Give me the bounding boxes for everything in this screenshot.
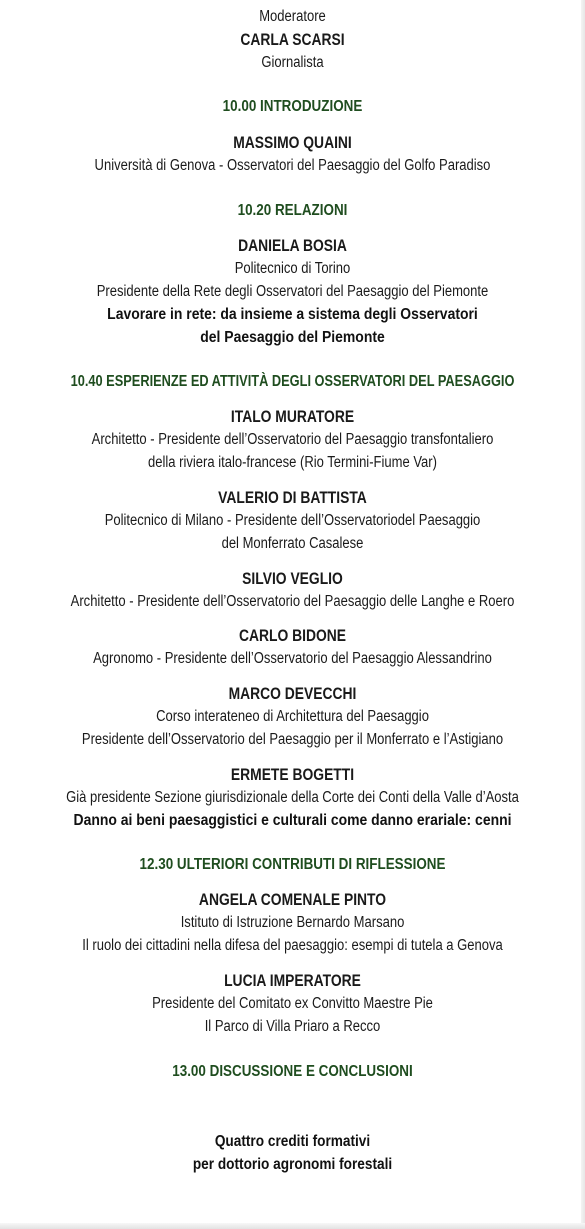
talk-title: Il Parco di Villa Priaro a Recco bbox=[204, 1018, 381, 1035]
speaker-affiliation: Agronomo - Presidente dell’Osservatorio del Paesaggio Alessandrino bbox=[93, 650, 492, 667]
section-relazioni-heading: 10.20 RELAZIONI bbox=[237, 202, 348, 219]
talk-title: del Paesaggio del Piemonte bbox=[200, 329, 385, 346]
page-edge-shadow bbox=[581, 0, 585, 1229]
speaker-affiliation: del Monferrato Casalese bbox=[221, 535, 364, 552]
speaker-affiliation: Architetto - Presidente dell’Osservatorio del Paesaggio delle Langhe e Roero bbox=[70, 593, 515, 610]
talk-title: Lavorare in rete: da insieme a sistema degli Osservatori bbox=[107, 306, 478, 323]
speaker-name: ANGELA COMENALE PINTO bbox=[198, 891, 387, 909]
credits-note: Quattro crediti formativi bbox=[214, 1133, 371, 1150]
section-introduzione-heading: 10.00 INTRODUZIONE bbox=[222, 98, 363, 115]
speaker-affiliation: Già presidente Sezione giurisdizionale della Corte dei Conti della Valle d’Aosta bbox=[66, 789, 519, 806]
section-contributi-heading: 12.30 ULTERIORI CONTRIBUTI DI RIFLESSIONE bbox=[139, 856, 446, 873]
speaker-name: ITALO MURATORE bbox=[230, 408, 355, 426]
speaker-affiliation: Politecnico di Milano - Presidente dell’Osservatoriodel Paesaggio bbox=[104, 512, 481, 529]
page-edge-shadow bbox=[0, 1223, 585, 1229]
speaker-affiliation: Politecnico di Torino bbox=[234, 260, 351, 277]
speaker-affiliation: Università di Genova - Osservatori del Paesaggio del Golfo Paradiso bbox=[94, 157, 491, 174]
talk-title: Danno ai beni paesaggistici e culturali come danno erariale: cenni bbox=[73, 812, 512, 829]
speaker-affiliation: Istituto di Istruzione Bernardo Marsano bbox=[180, 914, 405, 931]
moderator-name: CARLA SCARSI bbox=[240, 31, 345, 49]
speaker-name: MARCO DEVECCHI bbox=[228, 685, 357, 703]
speaker-name: MASSIMO QUAINI bbox=[233, 134, 352, 152]
speaker-name: SILVIO VEGLIO bbox=[242, 570, 343, 588]
speaker-name: DANIELA BOSIA bbox=[238, 237, 347, 255]
talk-title: Il ruolo dei cittadini nella difesa del paesaggio: esempi di tutela a Genova bbox=[82, 937, 503, 954]
speaker-affiliation: Corso interateneo di Architettura del Paesaggio bbox=[156, 708, 429, 725]
speaker-name: ERMETE BOGETTI bbox=[230, 766, 355, 784]
speaker-affiliation: Presidente del Comitato ex Convitto Maestre Pie bbox=[152, 995, 433, 1012]
credits-note: per dottorio agronomi forestali bbox=[192, 1156, 393, 1173]
moderator-title: Giornalista bbox=[261, 54, 324, 71]
speaker-name: CARLO BIDONE bbox=[238, 627, 347, 645]
speaker-name: VALERIO DI BATTISTA bbox=[218, 489, 367, 507]
moderator-role: Moderatore bbox=[259, 8, 326, 25]
speaker-affiliation: Architetto - Presidente dell’Osservatorio del Paesaggio transfontaliero bbox=[91, 431, 494, 448]
speaker-affiliation: Presidente della Rete degli Osservatori del Paesaggio del Piemonte bbox=[96, 283, 489, 300]
section-esperienze-heading: 10.40 ESPERIENZE ED ATTIVITÀ DEGLI OSSERVATORI DEL PAESAGGIO bbox=[70, 373, 515, 390]
speaker-name: LUCIA IMPERATORE bbox=[224, 972, 361, 990]
speaker-affiliation: della riviera italo-francese (Rio Termini-Fiume Var) bbox=[148, 454, 437, 471]
speaker-affiliation: Presidente dell’Osservatorio del Paesaggio per il Monferrato e l’Astigiano bbox=[81, 731, 504, 748]
section-conclusioni-heading: 13.00 DISCUSSIONE E CONCLUSIONI bbox=[172, 1063, 413, 1080]
